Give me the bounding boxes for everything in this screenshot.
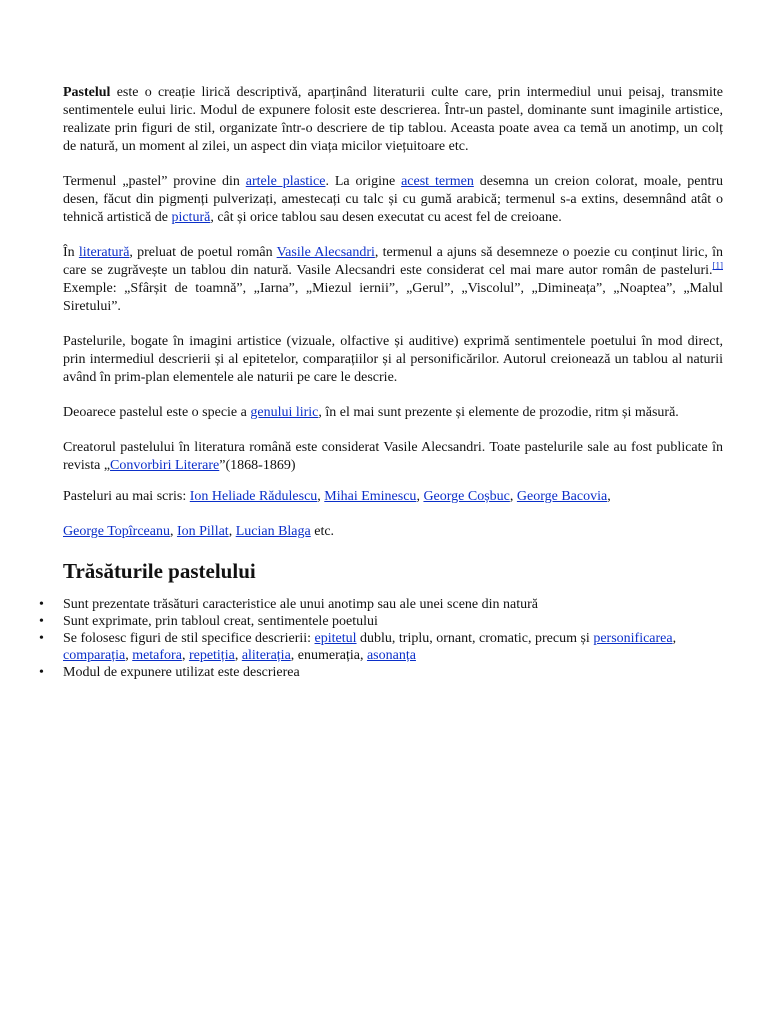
- link-personificarea[interactable]: personificarea: [593, 631, 673, 646]
- link-literatura[interactable]: literatură: [78, 245, 130, 260]
- list-item-text: Modul de expunere utilizat este descrierea: [63, 665, 300, 680]
- link-aliteratia[interactable]: aliterația: [241, 648, 291, 663]
- features-list: [39, 596, 723, 681]
- text-span: Exemple: „Sfârșit de toamnă”, „Iarna”, „Miezul iernii”, „Gerul”, „Viscolul”, „Dimineața”, „Noaptea”, „Malul Siretului”.: [63, 281, 723, 314]
- separator: ,: [234, 648, 242, 663]
- list-item-text: Sunt exprimate, prin tabloul creat, sentimentele poetului: [63, 614, 378, 629]
- text-span: etc.: [310, 524, 335, 539]
- separator: ,: [181, 648, 189, 663]
- paragraph-authors-line2: [63, 523, 723, 541]
- link-pictura[interactable]: pictură: [171, 210, 211, 225]
- paragraph-etymology: [63, 173, 723, 227]
- paragraph-text: este o creație lirică descriptivă, aparținând literaturii culte care, prin intermediul unui peisaj, transmite sentimentele eului liric. Modul de expunere folosit este descrierea. Într-un pastel, dominante sunt imaginile artistice, realizate prin figuri de stil, organizate într-o descriere de tip tablou. Aceasta poate avea ca temă un anotimp, un colț de natură, un moment al zilei, un aspect din viața micilor viețuitoare etc.: [63, 85, 723, 154]
- link-artele-plastice[interactable]: artele plastice: [245, 174, 326, 189]
- paragraph-authors-line1: [63, 488, 723, 506]
- separator: ,: [317, 489, 325, 504]
- separator: ,: [228, 524, 236, 539]
- link-asonanta[interactable]: asonanța: [366, 648, 416, 663]
- text-span: dublu, triplu, ornant, cromatic, precum și: [356, 631, 594, 646]
- link-genului-liric[interactable]: genului liric: [250, 405, 319, 420]
- text-span: , în el mai sunt prezente și elemente de prozodie, ritm și măsură.: [318, 405, 679, 420]
- list-item: [39, 596, 723, 613]
- text-span: Deoarece pastelul este o specie a: [63, 405, 251, 420]
- link-epitetul[interactable]: epitetul: [314, 631, 357, 646]
- link-author-bacovia[interactable]: George Bacovia: [516, 489, 608, 504]
- link-author-eminescu[interactable]: Mihai Eminescu: [324, 489, 417, 504]
- text-span: , preluat de poetul român: [129, 245, 277, 260]
- separator: ,: [169, 524, 177, 539]
- separator: ,: [607, 489, 611, 504]
- link-author-cosbuc[interactable]: George Coșbuc: [423, 489, 510, 504]
- paragraph-literature: [63, 244, 723, 316]
- text-span: Pasteluri au mai scris:: [63, 489, 190, 504]
- separator: ,: [416, 489, 424, 504]
- paragraph-sentiments: Pastelurile, bogate în imagini artistice (vizuale, olfactive și auditive) exprimă sentimentele poetului în mod direct, prin intermediul descrierii și al epitetelor, comparațiilor și al personificărilor. Autorul creionează un tablou al naturii având în prim-plan elementele ale naturii pe care le descrie.: [63, 334, 723, 385]
- link-author-heliade[interactable]: Ion Heliade Rădulescu: [189, 489, 318, 504]
- link-convorbiri-literare[interactable]: Convorbiri Literare: [110, 458, 220, 473]
- list-item: [39, 630, 723, 664]
- bullet-icon: •: [39, 614, 44, 629]
- separator: ,: [125, 648, 133, 663]
- text-span: , termenul a ajuns să desemneze o poezie cu conținut liric, în care se zugrăvește un tablou din natură. Vasile Alecsandri este considerat cel mai mare autor român de pasteluri.: [63, 245, 723, 278]
- separator: ,: [509, 489, 517, 504]
- paragraph-definition: [63, 84, 723, 156]
- link-vasile-alecsandri[interactable]: Vasile Alecsandri: [276, 245, 375, 260]
- text-span: În: [63, 245, 79, 260]
- paragraph-creator: [63, 439, 723, 475]
- separator: ,: [672, 631, 677, 646]
- document-page: [39, 84, 723, 681]
- term-bold: Pastelul: [63, 85, 111, 100]
- link-comparatia[interactable]: comparația: [63, 648, 126, 663]
- text-span: , cât și orice tablou sau desen executat cu acest fel de creioane.: [210, 210, 562, 225]
- link-metafora[interactable]: metafora: [132, 648, 182, 663]
- bullet-icon: •: [39, 665, 44, 680]
- link-author-pillat[interactable]: Ion Pillat: [176, 524, 229, 539]
- reference-link[interactable]: [1]: [712, 260, 723, 271]
- text-span: ”(1868-1869): [219, 458, 296, 473]
- list-item: [39, 664, 723, 681]
- bullet-icon: •: [39, 597, 44, 612]
- text-span: desemna un creion colorat, moale, pentru desen, făcut din pigmenți pulverizați, amestecați cu talc și cu gumă arabică; termenul s-a extins, desemnând atât o tehnică artistică de: [63, 174, 723, 225]
- list-item-text: Sunt prezentate trăsături caracteristice ale unui anotimp sau ale unei scene din natură: [63, 597, 539, 612]
- text-span: Se folosesc figuri de stil specifice descrierii:: [63, 631, 315, 646]
- bullet-icon: •: [39, 631, 44, 646]
- text-span: . La origine: [325, 174, 402, 189]
- link-author-blaga[interactable]: Lucian Blaga: [235, 524, 311, 539]
- list-item: [39, 613, 723, 630]
- text-span: Creatorul pastelului în literatura română este considerat Vasile Alecsandri. Toate pastelurile sale au fost publicate în revista „: [63, 440, 723, 473]
- link-acest-termen[interactable]: acest termen: [401, 174, 474, 189]
- text-span: Termenul „pastel” provine din: [63, 174, 246, 189]
- link-repetitia[interactable]: repetiția: [188, 648, 235, 663]
- link-author-topirceanu[interactable]: George Topîrceanu: [63, 524, 170, 539]
- text-span: , enumerația,: [290, 648, 367, 663]
- section-heading: Trăsăturile pastelului: [63, 559, 256, 583]
- paragraph-prosody: [63, 404, 723, 422]
